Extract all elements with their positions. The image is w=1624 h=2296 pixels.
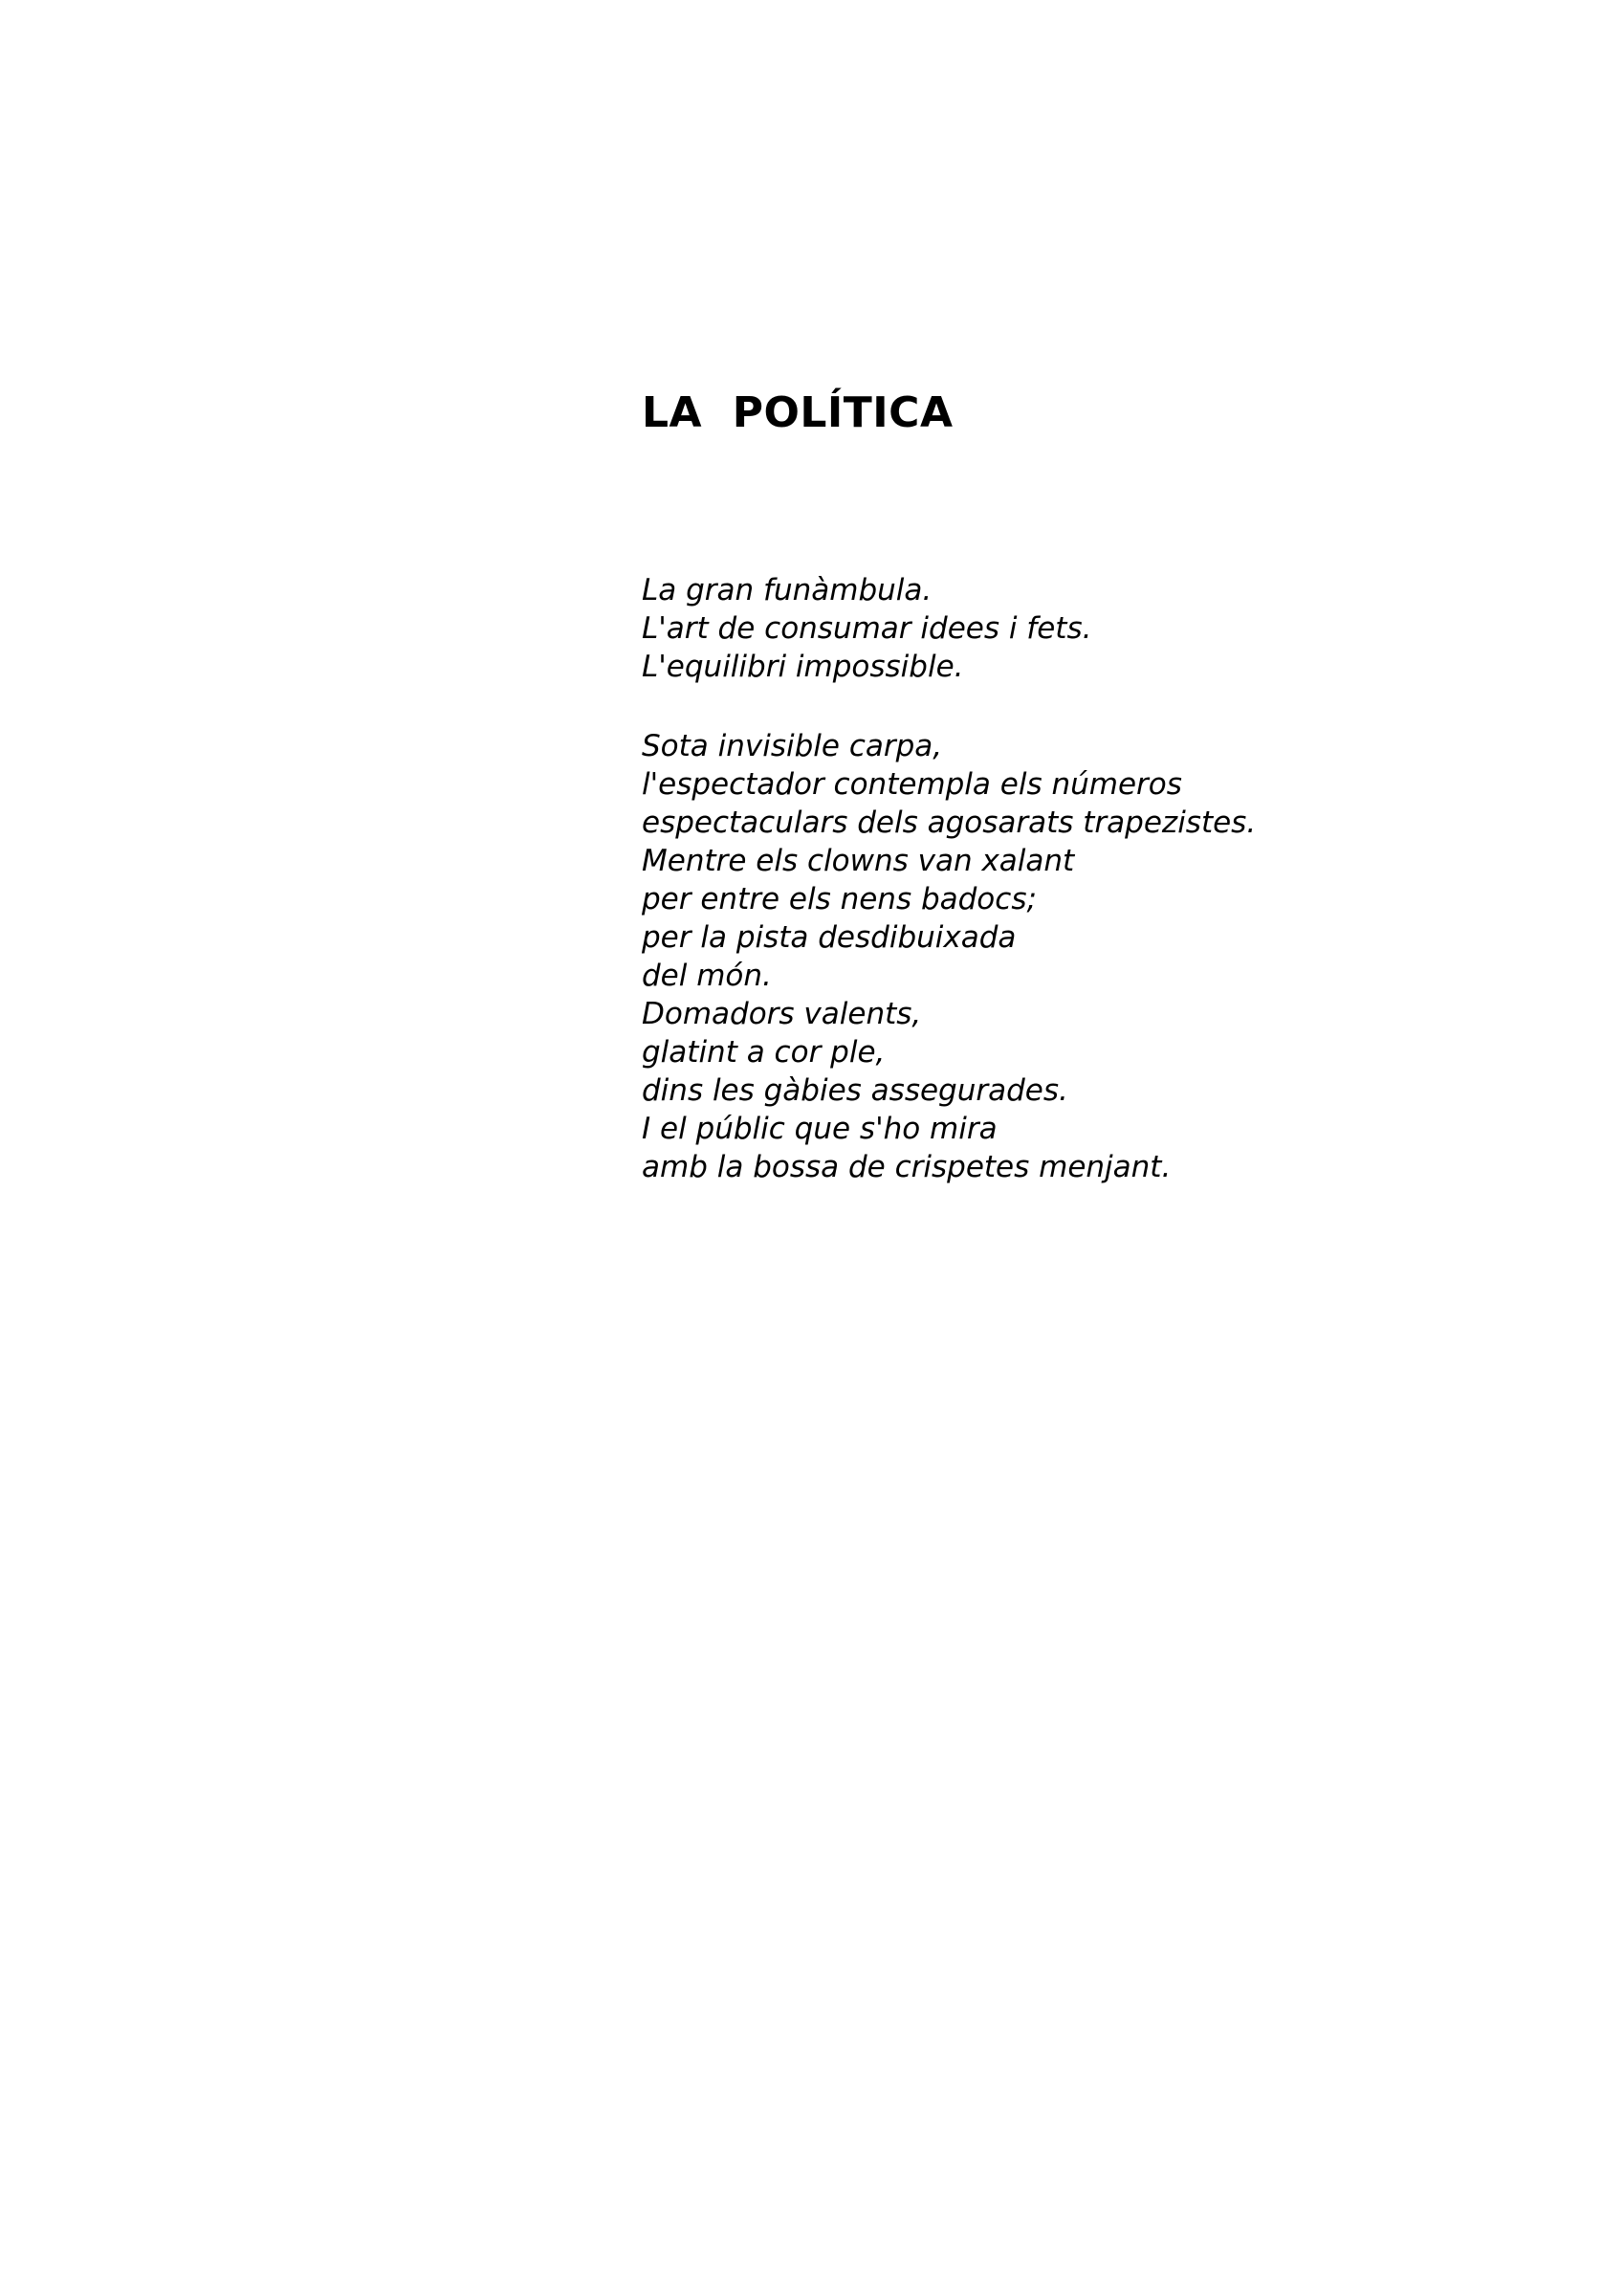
verse-line: I el públic que s'ho mira <box>642 1112 998 1146</box>
verse-line: Mentre els clowns van xalant <box>642 844 1075 878</box>
verse-line: glatint a cor ple, <box>642 1035 886 1070</box>
verse-line: L'equilibri impossible. <box>642 650 964 684</box>
verse-line: l'espectador contempla els números <box>642 767 1182 802</box>
verse-line: L'art de consumar idees i fets. <box>642 611 1092 646</box>
poem-title: LA POLÍTICA <box>642 388 954 437</box>
stanza-2 <box>642 727 1256 1186</box>
verse-line: espectaculars dels agosarats trapezistes. <box>642 806 1257 840</box>
verse-line: del món. <box>642 959 772 993</box>
verse-line: dins les gàbies assegurades. <box>642 1073 1068 1108</box>
verse-line: amb la bossa de crispetes menjant. <box>642 1150 1172 1184</box>
verse-line: per la pista desdibuixada <box>642 920 1017 955</box>
verse-line: Domadors valents, <box>642 997 922 1031</box>
verse-line: La gran funàmbula. <box>642 573 933 607</box>
verse-line: Sota invisible carpa, <box>642 729 943 763</box>
stanza-1 <box>642 571 1091 686</box>
verse-line: per entre els nens badocs; <box>642 882 1037 916</box>
